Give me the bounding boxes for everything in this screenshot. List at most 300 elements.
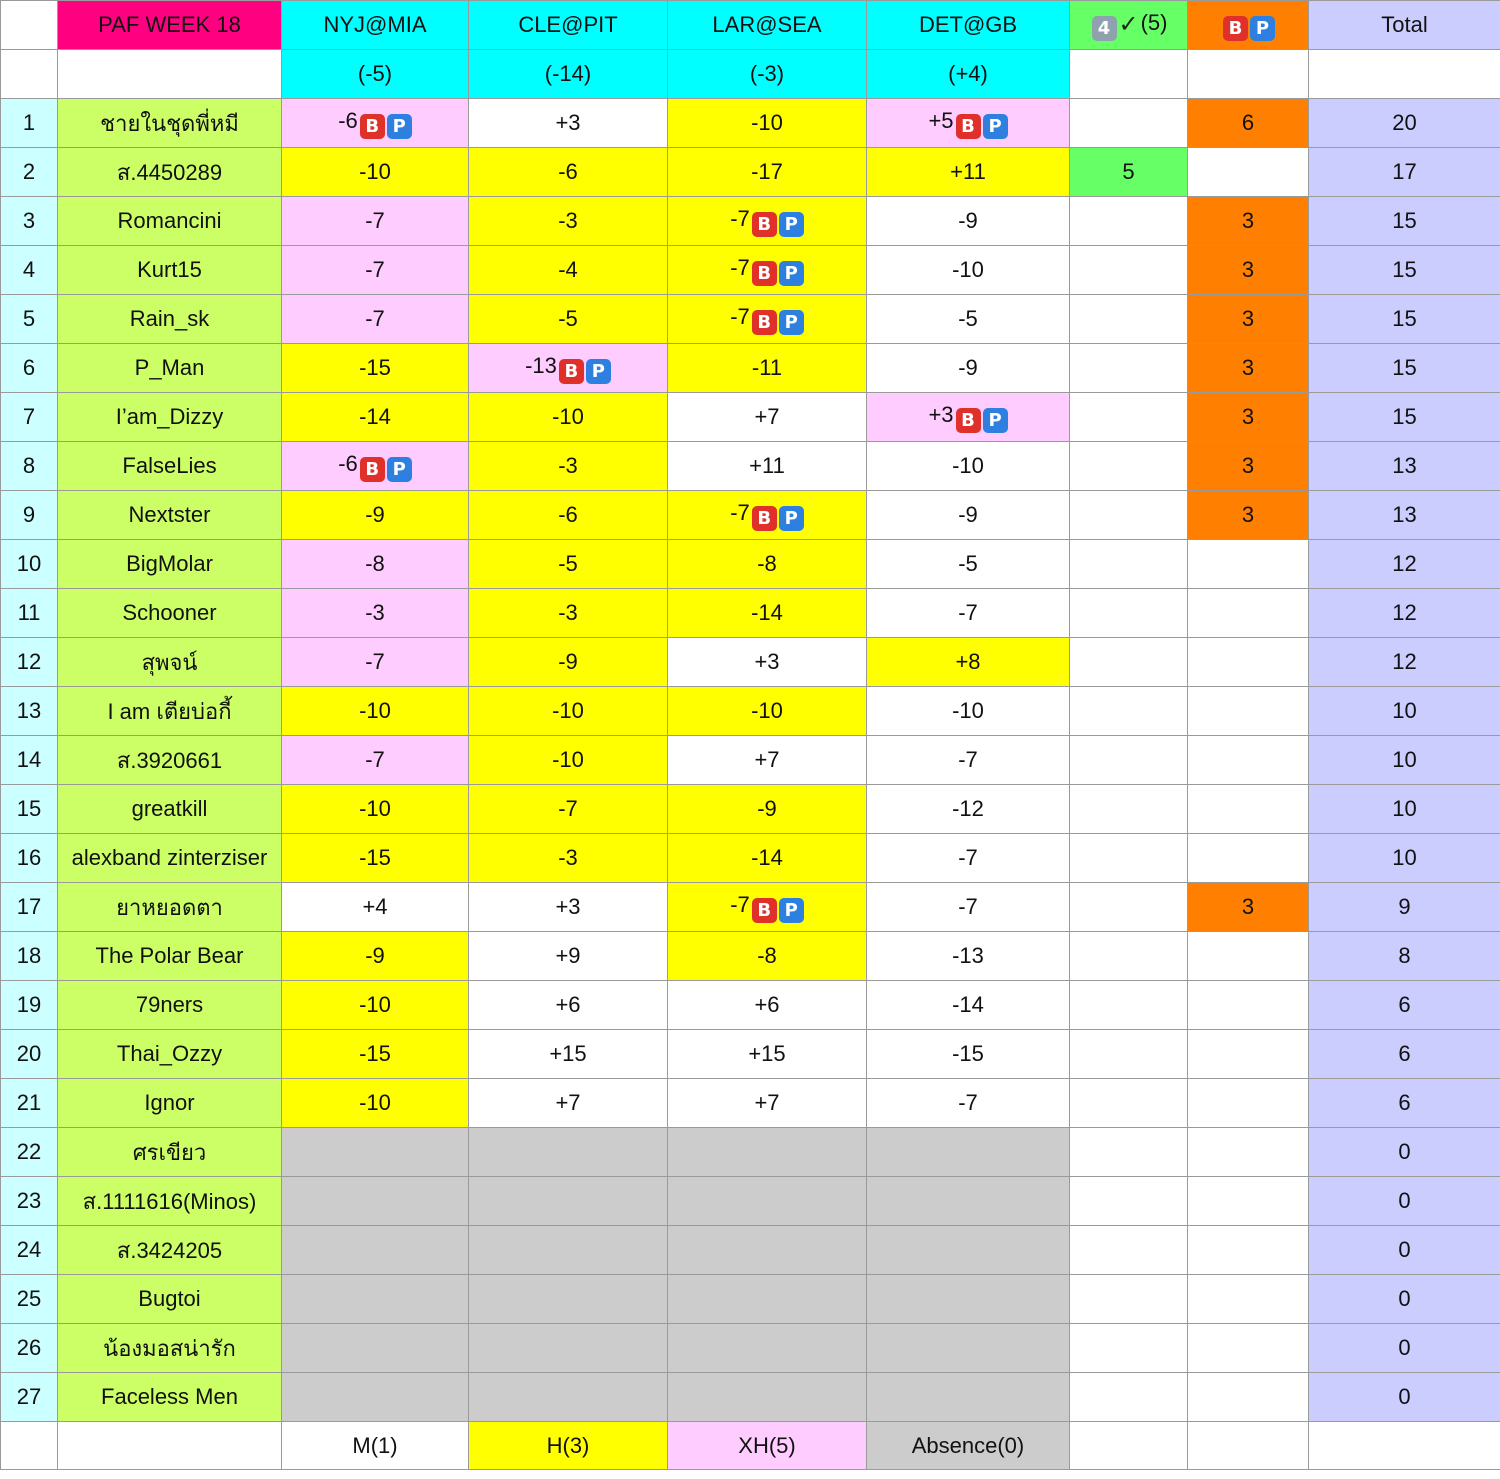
pick-cell-det-gb	[867, 344, 1070, 393]
legend-row	[1, 1422, 1500, 1470]
pick-cell-nyj-mia	[282, 1275, 469, 1324]
total-cell: 6	[1309, 1079, 1500, 1128]
bonus-cell	[1070, 491, 1188, 540]
total-cell: 13	[1309, 442, 1500, 491]
pick-cell-lar-sea	[668, 736, 867, 785]
pick-value: -6	[558, 159, 578, 184]
bonus-cell	[1070, 1079, 1188, 1128]
pick-cell-nyj-mia	[282, 1177, 469, 1226]
pick-value: -14	[751, 845, 783, 870]
bp-points-cell	[1188, 1275, 1309, 1324]
total-cell: 0	[1309, 1177, 1500, 1226]
pick-cell-cle-pit	[469, 1373, 668, 1422]
total-cell: 15	[1309, 344, 1500, 393]
pick-cell-lar-sea	[668, 540, 867, 589]
bonus-cell: 5	[1070, 148, 1188, 197]
bonus-cell	[1070, 932, 1188, 981]
b-badge-icon: B	[752, 506, 777, 531]
pick-cell-cle-pit	[469, 589, 668, 638]
b-badge-icon: B	[752, 212, 777, 237]
total-cell: 17	[1309, 148, 1500, 197]
player-name: ส.4450289	[58, 148, 282, 197]
b-badge-icon: B	[1223, 16, 1248, 41]
player-name: BigMolar	[58, 540, 282, 589]
bp-points-cell	[1188, 1177, 1309, 1226]
player-name: alexband zinterziser	[58, 834, 282, 883]
rank-cell: 11	[1, 589, 58, 638]
pick-value: -8	[365, 551, 385, 576]
pick-cell-cle-pit	[469, 99, 668, 148]
total-cell: 0	[1309, 1373, 1500, 1422]
pick-value: -17	[751, 159, 783, 184]
pick-cell-lar-sea	[668, 197, 867, 246]
pick-cell-cle-pit	[469, 1324, 668, 1373]
pick-value: -7	[958, 894, 978, 919]
rank-cell: 22	[1, 1128, 58, 1177]
pick-value: -3	[365, 600, 385, 625]
table-row	[1, 638, 1500, 687]
rank-cell: 24	[1, 1226, 58, 1275]
player-name: ส.3424205	[58, 1226, 282, 1275]
player-name: ส.1111616(Minos)	[58, 1177, 282, 1226]
bp-points-cell	[1188, 736, 1309, 785]
pick-cell-det-gb	[867, 638, 1070, 687]
pick-value: -10	[552, 404, 584, 429]
total-cell: 15	[1309, 197, 1500, 246]
pick-value: -7	[365, 306, 385, 331]
player-name: I am เตียบ่อกี้	[58, 687, 282, 736]
p-badge-icon: P	[779, 898, 804, 923]
pick-cell-cle-pit	[469, 1226, 668, 1275]
pick-cell-lar-sea	[668, 687, 867, 736]
pick-cell-det-gb	[867, 1177, 1070, 1226]
legend-empty-cell	[1, 1422, 58, 1470]
pick-value: -3	[558, 600, 578, 625]
bp-points-cell: 6	[1188, 99, 1309, 148]
bp-points-cell	[1188, 1128, 1309, 1177]
pick-value: -7	[958, 600, 978, 625]
pick-value: -10	[359, 1090, 391, 1115]
table-row	[1, 1177, 1500, 1226]
total-cell: 0	[1309, 1275, 1500, 1324]
pick-cell-det-gb	[867, 883, 1070, 932]
total-cell: 15	[1309, 295, 1500, 344]
pick-cell-nyj-mia	[282, 883, 469, 932]
pick-cell-cle-pit	[469, 148, 668, 197]
pick-value: -3	[558, 845, 578, 870]
bp-points-cell	[1188, 834, 1309, 883]
bp-points-cell: 3	[1188, 197, 1309, 246]
pick-cell-nyj-mia	[282, 295, 469, 344]
total-cell: 9	[1309, 883, 1500, 932]
pick-cell-det-gb	[867, 1275, 1070, 1324]
rank-cell: 5	[1, 295, 58, 344]
p-badge-icon: P	[387, 457, 412, 482]
spread-lar-sea: (-3)	[668, 50, 867, 99]
spread-row	[1, 50, 1500, 99]
spread-empty-cell	[1309, 50, 1500, 99]
bp-points-cell: 3	[1188, 491, 1309, 540]
pick-value: -7	[730, 891, 750, 917]
pick-value: -7	[730, 303, 750, 329]
total-cell: 0	[1309, 1128, 1500, 1177]
pick-cell-lar-sea	[668, 834, 867, 883]
player-name: Bugtoi	[58, 1275, 282, 1324]
game-header-det-gb: DET@GB	[867, 1, 1070, 50]
bonus-cell	[1070, 540, 1188, 589]
pick-value: -5	[958, 306, 978, 331]
player-name: Rain_sk	[58, 295, 282, 344]
p-badge-icon: P	[387, 114, 412, 139]
bp-points-cell: 3	[1188, 295, 1309, 344]
pick-value: -7	[730, 205, 750, 231]
rank-cell: 23	[1, 1177, 58, 1226]
player-name: Thai_Ozzy	[58, 1030, 282, 1079]
player-name: Faceless Men	[58, 1373, 282, 1422]
pick-cell-cle-pit	[469, 491, 668, 540]
rank-cell: 17	[1, 883, 58, 932]
bp-points-cell	[1188, 1030, 1309, 1079]
pick-cell-nyj-mia	[282, 393, 469, 442]
pick-cell-nyj-mia	[282, 540, 469, 589]
pick-cell-cle-pit	[469, 981, 668, 1030]
table-row	[1, 99, 1500, 148]
check-mark-icon: ✓	[1118, 9, 1139, 38]
pick-cell-cle-pit	[469, 932, 668, 981]
rank-cell: 26	[1, 1324, 58, 1373]
table-row	[1, 1128, 1500, 1177]
bonus-cell	[1070, 1373, 1188, 1422]
table-row	[1, 197, 1500, 246]
rank-cell: 20	[1, 1030, 58, 1079]
pick-cell-det-gb	[867, 1128, 1070, 1177]
bonus-cell	[1070, 736, 1188, 785]
pick-value: -10	[751, 110, 783, 135]
pick-cell-nyj-mia	[282, 736, 469, 785]
table-row	[1, 1079, 1500, 1128]
pick-cell-lar-sea	[668, 1128, 867, 1177]
pick-cell-lar-sea	[668, 442, 867, 491]
pick-value: +7	[555, 1090, 581, 1115]
pick-cell-det-gb	[867, 687, 1070, 736]
pick-value: -4	[558, 257, 578, 282]
bp-points-cell: 3	[1188, 442, 1309, 491]
pick-value: +15	[748, 1041, 786, 1066]
pick-value: +3	[754, 649, 780, 674]
pick-value: -10	[359, 796, 391, 821]
legend-empty-cell	[58, 1422, 282, 1470]
p-badge-icon: P	[779, 261, 804, 286]
pick-value: -3	[558, 208, 578, 233]
bp-points-cell: 3	[1188, 344, 1309, 393]
pick-value: -15	[359, 1041, 391, 1066]
pick-value: -7	[365, 649, 385, 674]
bp-points-cell	[1188, 589, 1309, 638]
pick-cell-lar-sea	[668, 1226, 867, 1275]
pick-cell-lar-sea	[668, 1030, 867, 1079]
rank-cell: 25	[1, 1275, 58, 1324]
pick-cell-lar-sea	[668, 295, 867, 344]
bonus-cell	[1070, 1275, 1188, 1324]
pick-cell-nyj-mia	[282, 491, 469, 540]
pick-cell-cle-pit	[469, 1177, 668, 1226]
legend-empty-cell	[1070, 1422, 1188, 1470]
pick-value: +15	[549, 1041, 587, 1066]
total-cell: 10	[1309, 834, 1500, 883]
rank-cell: 10	[1, 540, 58, 589]
pick-value: -15	[952, 1041, 984, 1066]
pick-value: +3	[928, 401, 954, 427]
player-name: ส.3920661	[58, 736, 282, 785]
p-badge-icon: P	[983, 408, 1008, 433]
player-name: FalseLies	[58, 442, 282, 491]
pick-value: -7	[365, 747, 385, 772]
b-badge-icon: B	[752, 261, 777, 286]
keycap-four-icon: 4	[1092, 16, 1117, 41]
pick-value: -7	[730, 254, 750, 280]
pick-cell-lar-sea	[668, 1373, 867, 1422]
pick-cell-lar-sea	[668, 491, 867, 540]
week-title: PAF WEEK 18	[58, 1, 282, 50]
rank-cell: 4	[1, 246, 58, 295]
pick-cell-det-gb	[867, 981, 1070, 1030]
pick-cell-det-gb	[867, 491, 1070, 540]
table-row	[1, 344, 1500, 393]
player-name: สุพจน์	[58, 638, 282, 687]
bonus-cell	[1070, 295, 1188, 344]
bonus-cell	[1070, 589, 1188, 638]
pick-value: +8	[955, 649, 981, 674]
bp-header	[1188, 1, 1309, 50]
rank-cell: 19	[1, 981, 58, 1030]
pick-cell-nyj-mia	[282, 1128, 469, 1177]
p-badge-icon: P	[1250, 16, 1275, 41]
pick-cell-lar-sea	[668, 246, 867, 295]
legend-empty-cell	[1188, 1422, 1309, 1470]
pick-value: -10	[552, 698, 584, 723]
table-row	[1, 246, 1500, 295]
pick-cell-nyj-mia	[282, 99, 469, 148]
header-row	[1, 1, 1500, 50]
pick-cell-lar-sea	[668, 1275, 867, 1324]
legend-medium: M(1)	[282, 1422, 469, 1470]
total-cell: 8	[1309, 932, 1500, 981]
pick-value: -15	[359, 845, 391, 870]
pick-cell-nyj-mia	[282, 589, 469, 638]
pick-cell-cle-pit	[469, 638, 668, 687]
game-header-lar-sea: LAR@SEA	[668, 1, 867, 50]
pick-cell-det-gb	[867, 442, 1070, 491]
pick-value: -7	[958, 1090, 978, 1115]
spread-empty-cell	[1070, 50, 1188, 99]
pick-value: +3	[555, 894, 581, 919]
pick-value: -6	[338, 450, 358, 476]
pick-value: +7	[754, 1090, 780, 1115]
rank-cell: 8	[1, 442, 58, 491]
bonus-cell	[1070, 638, 1188, 687]
pick-value: +3	[555, 110, 581, 135]
rank-cell: 14	[1, 736, 58, 785]
total-cell: 12	[1309, 589, 1500, 638]
pick-cell-lar-sea	[668, 932, 867, 981]
bp-points-cell	[1188, 785, 1309, 834]
total-cell: 15	[1309, 393, 1500, 442]
p-badge-icon: P	[983, 114, 1008, 139]
pick-cell-det-gb	[867, 1226, 1070, 1275]
table-row	[1, 981, 1500, 1030]
pick-cell-cle-pit	[469, 197, 668, 246]
rank-cell: 15	[1, 785, 58, 834]
pick-value: -7	[365, 208, 385, 233]
rank-cell: 9	[1, 491, 58, 540]
pick-value: -10	[552, 747, 584, 772]
total-header: Total	[1309, 1, 1500, 50]
bp-points-cell	[1188, 638, 1309, 687]
pick-value: +11	[749, 453, 785, 478]
pick-value: -9	[958, 208, 978, 233]
pick-cell-cle-pit	[469, 1128, 668, 1177]
pick-cell-det-gb	[867, 1373, 1070, 1422]
bonus-cell	[1070, 1128, 1188, 1177]
pick-value: -5	[558, 306, 578, 331]
spread-nyj-mia: (-5)	[282, 50, 469, 99]
total-cell: 15	[1309, 246, 1500, 295]
player-name: I’am_Dizzy	[58, 393, 282, 442]
table-row	[1, 932, 1500, 981]
pick-cell-lar-sea	[668, 1324, 867, 1373]
pick-cell-lar-sea	[668, 638, 867, 687]
pick-cell-nyj-mia	[282, 932, 469, 981]
legend-empty-cell	[1309, 1422, 1500, 1470]
bonus-cell	[1070, 834, 1188, 883]
pick-value: +6	[555, 992, 581, 1017]
player-name: Romancini	[58, 197, 282, 246]
pick-cell-lar-sea	[668, 981, 867, 1030]
p-badge-icon: P	[586, 359, 611, 384]
player-name: greatkill	[58, 785, 282, 834]
pick-cell-nyj-mia	[282, 1373, 469, 1422]
pick-cell-cle-pit	[469, 1275, 668, 1324]
pick-cell-cle-pit	[469, 393, 668, 442]
bonus-cell	[1070, 1030, 1188, 1079]
pick-cell-nyj-mia	[282, 1324, 469, 1373]
b-badge-icon: B	[956, 114, 981, 139]
bonus-cell	[1070, 99, 1188, 148]
pick-value: -6	[558, 502, 578, 527]
total-cell: 10	[1309, 736, 1500, 785]
b-badge-icon: B	[752, 310, 777, 335]
pick-cell-lar-sea	[668, 344, 867, 393]
bonus-cell	[1070, 344, 1188, 393]
pick-value: -12	[952, 796, 984, 821]
table-row	[1, 785, 1500, 834]
pick-value: +11	[950, 159, 986, 184]
pick-cell-nyj-mia	[282, 197, 469, 246]
bp-points-cell: 3	[1188, 883, 1309, 932]
pick-cell-lar-sea	[668, 1079, 867, 1128]
player-name: น้องมอสน่ารัก	[58, 1324, 282, 1373]
spread-empty-cell	[1, 50, 58, 99]
pick-value: -7	[558, 796, 578, 821]
game-header-cle-pit: CLE@PIT	[469, 1, 668, 50]
corner-cell	[1, 1, 58, 50]
pick-value: -14	[359, 404, 391, 429]
player-name: Schooner	[58, 589, 282, 638]
b-badge-icon: B	[559, 359, 584, 384]
table-row	[1, 1226, 1500, 1275]
legend-extra-hard: XH(5)	[668, 1422, 867, 1470]
pick-cell-cle-pit	[469, 540, 668, 589]
pick-cell-cle-pit	[469, 687, 668, 736]
pick-cell-det-gb	[867, 540, 1070, 589]
pick-value: -10	[359, 992, 391, 1017]
pick-cell-cle-pit	[469, 246, 668, 295]
bp-points-cell: 3	[1188, 246, 1309, 295]
table-row	[1, 393, 1500, 442]
total-cell: 12	[1309, 540, 1500, 589]
p-badge-icon: P	[779, 310, 804, 335]
rank-cell: 1	[1, 99, 58, 148]
pick-cell-det-gb	[867, 99, 1070, 148]
pick-cell-det-gb	[867, 932, 1070, 981]
total-cell: 10	[1309, 785, 1500, 834]
pick-value: -10	[751, 698, 783, 723]
pick-value: -11	[751, 355, 783, 380]
bonus-header-label: (5)	[1140, 9, 1168, 35]
rank-cell: 7	[1, 393, 58, 442]
pick-value: -7	[958, 845, 978, 870]
table-row	[1, 148, 1500, 197]
bp-points-cell	[1188, 1079, 1309, 1128]
pick-cell-det-gb	[867, 393, 1070, 442]
bonus-cell	[1070, 687, 1188, 736]
total-cell: 6	[1309, 981, 1500, 1030]
pick-value: -10	[952, 698, 984, 723]
bp-points-cell	[1188, 1226, 1309, 1275]
bp-points-cell	[1188, 1324, 1309, 1373]
total-cell: 0	[1309, 1226, 1500, 1275]
pick-cell-nyj-mia	[282, 981, 469, 1030]
bonus-cell	[1070, 1177, 1188, 1226]
bonus-cell	[1070, 393, 1188, 442]
pick-value: -10	[952, 257, 984, 282]
spread-empty-cell	[58, 50, 282, 99]
total-cell: 13	[1309, 491, 1500, 540]
pick-value: -7	[958, 747, 978, 772]
player-name: 79ners	[58, 981, 282, 1030]
pick-value: -5	[958, 551, 978, 576]
game-header-nyj-mia: NYJ@MIA	[282, 1, 469, 50]
pick-value: -3	[558, 453, 578, 478]
pick-value: -14	[751, 600, 783, 625]
pick-cell-cle-pit	[469, 834, 668, 883]
rank-cell: 16	[1, 834, 58, 883]
pick-cell-nyj-mia	[282, 1226, 469, 1275]
rank-cell: 2	[1, 148, 58, 197]
total-cell: 0	[1309, 1324, 1500, 1373]
pick-value: -7	[730, 499, 750, 525]
player-name: ยาหยอดตา	[58, 883, 282, 932]
bonus-cell	[1070, 981, 1188, 1030]
pick-cell-cle-pit	[469, 344, 668, 393]
pick-value: +4	[362, 894, 388, 919]
player-name: Kurt15	[58, 246, 282, 295]
bp-points-cell	[1188, 687, 1309, 736]
pick-cell-cle-pit	[469, 736, 668, 785]
table-row	[1, 1275, 1500, 1324]
bonus-cell	[1070, 246, 1188, 295]
pick-cell-nyj-mia	[282, 442, 469, 491]
